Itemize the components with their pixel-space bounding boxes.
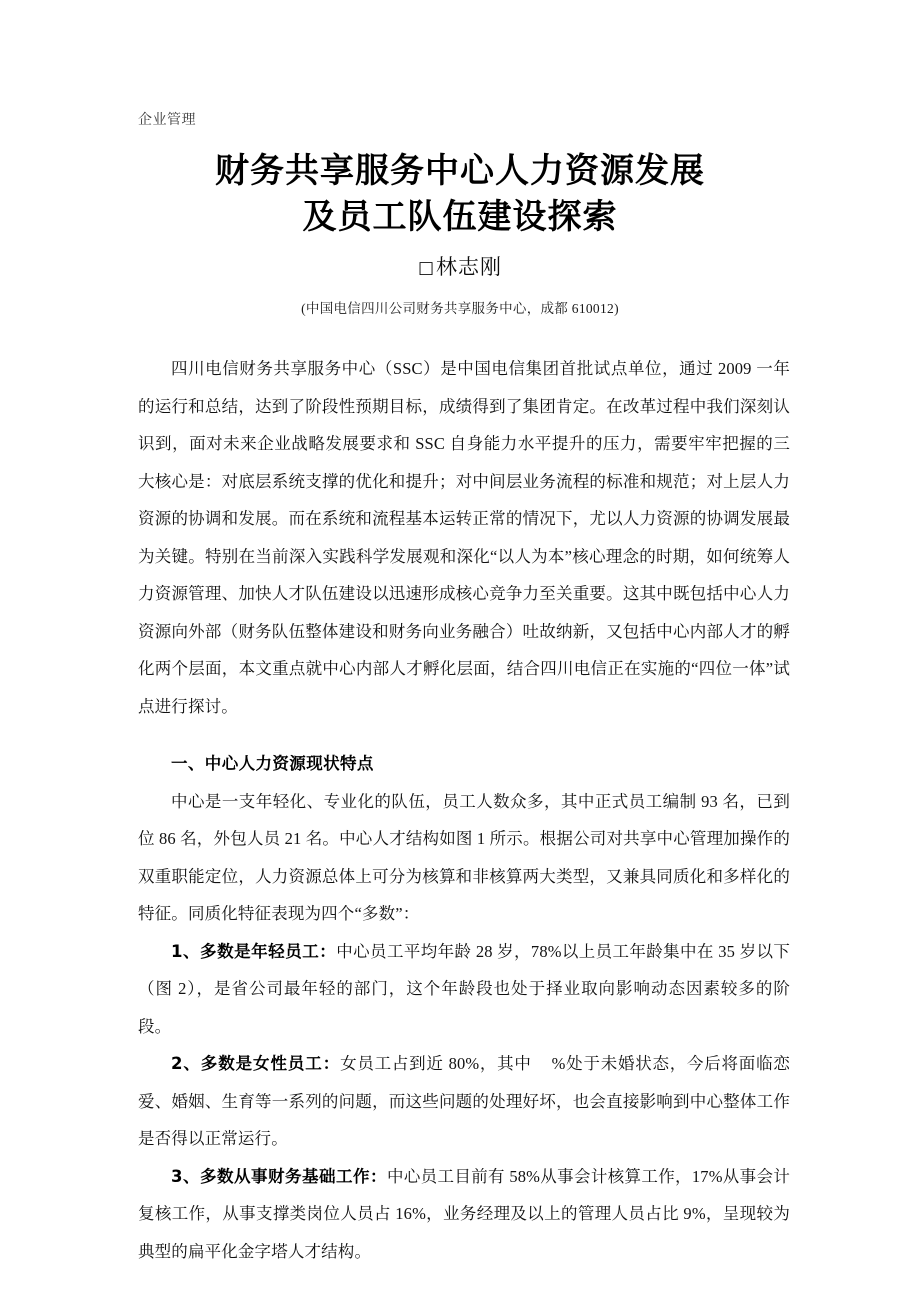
list-item-2-lead: 2、多数是女性员工：: [171, 1054, 341, 1073]
list-item-2: [138, 1045, 790, 1158]
list-item-1-text: 中心员工平均年龄 28 岁，78%以上员工年龄集中在 35 岁以下（图 2），是省公司最年轻的部门，这个年龄段也处于择业取向影响动态因素较多的阶段。: [138, 941, 790, 1036]
author-line: [0, 252, 920, 283]
paragraph-hr-overview: 中心是一支年轻化、专业化的队伍，员工人数众多，其中正式员工编制 93 名，已到位 86 名，外包人员 21 名。中心人才结构如图 1 所示。根据公司对共享中心管理加操作的双重职能定位，人力资源总体上可分为核算和非核算两大类型，又兼具同质化和多样化的特征。同质化特征表现为四个“多数”：: [138, 791, 790, 923]
section-heading-1: 一、中心人力资源现状特点: [171, 754, 374, 773]
body-column: [138, 350, 790, 1270]
title-line-1: 财务共享服务中心人力资源发展: [215, 151, 705, 191]
list-item-3-lead: 3、多数从事财务基础工作：: [171, 1166, 387, 1186]
list-item-2-text-b: %处于未婚状态，今后将面临恋爱、婚姻、生育等一系列的问题，而这些问题的处理好坏，也会直接影响到中心整体工作是否得以正常运行。: [138, 1054, 790, 1148]
paragraph-abstract: 四川电信财务共享服务中心（SSC）是中国电信集团首批试点单位，通过 2009 一年的运行和总结，达到了阶段性预期目标，成绩得到了集团肯定。在改革过程中我们深刻认识到，面对未来企业战略发展要求和 SSC 自身能力水平提升的压力，需要牢牢把握的三大核心是：对底层系统支撑的优化和提升；对中间层业务流程的标准和规范；对上层人力资源的协调和发展。而在系统和流程基本运转正常的情况下，尤以人力资源的协调发展最为关键。特别在当前深入实践科学发展观和深化“以人为本”核心理念的时期，如何统筹人力资源管理、加快人才队伍建设以迅速形成核心竞争力至关重要。这其中既包括中心人力资源向外部（财务队伍整体建设和财务向业务融合）吐故纳新，又包括中心内部人才的孵化两个层面，本文重点就中心内部人才孵化层面，结合四川电信正在实施的“四位一体”试点进行探讨。: [138, 359, 790, 716]
list-item-3: [138, 1158, 790, 1271]
author-mark-icon: □: [417, 258, 436, 278]
page-title: [0, 148, 920, 240]
title-line-2: 及员工队伍建设探索: [302, 197, 618, 237]
running-head: 企业管理: [138, 113, 196, 128]
list-item-1-lead: 1、多数是年轻员工：: [171, 941, 337, 961]
title-block: [0, 148, 920, 319]
affiliation: (中国电信四川公司财务共享服务中心，成都 610012): [301, 301, 619, 316]
list-item-2-text-a: 女员工占到近 80%，其中: [340, 1054, 532, 1073]
list-item-1: [138, 933, 790, 1046]
list-item-3-text: 中心员工目前有 58%从事会计核算工作，17%从事会计复核工作，从事支撑类岗位人员占 16%，业务经理及以上的管理人员占比 9%，呈现较为典型的扁平化金字塔人才结构。: [138, 1166, 790, 1261]
author-name: 林志刚: [436, 255, 503, 279]
